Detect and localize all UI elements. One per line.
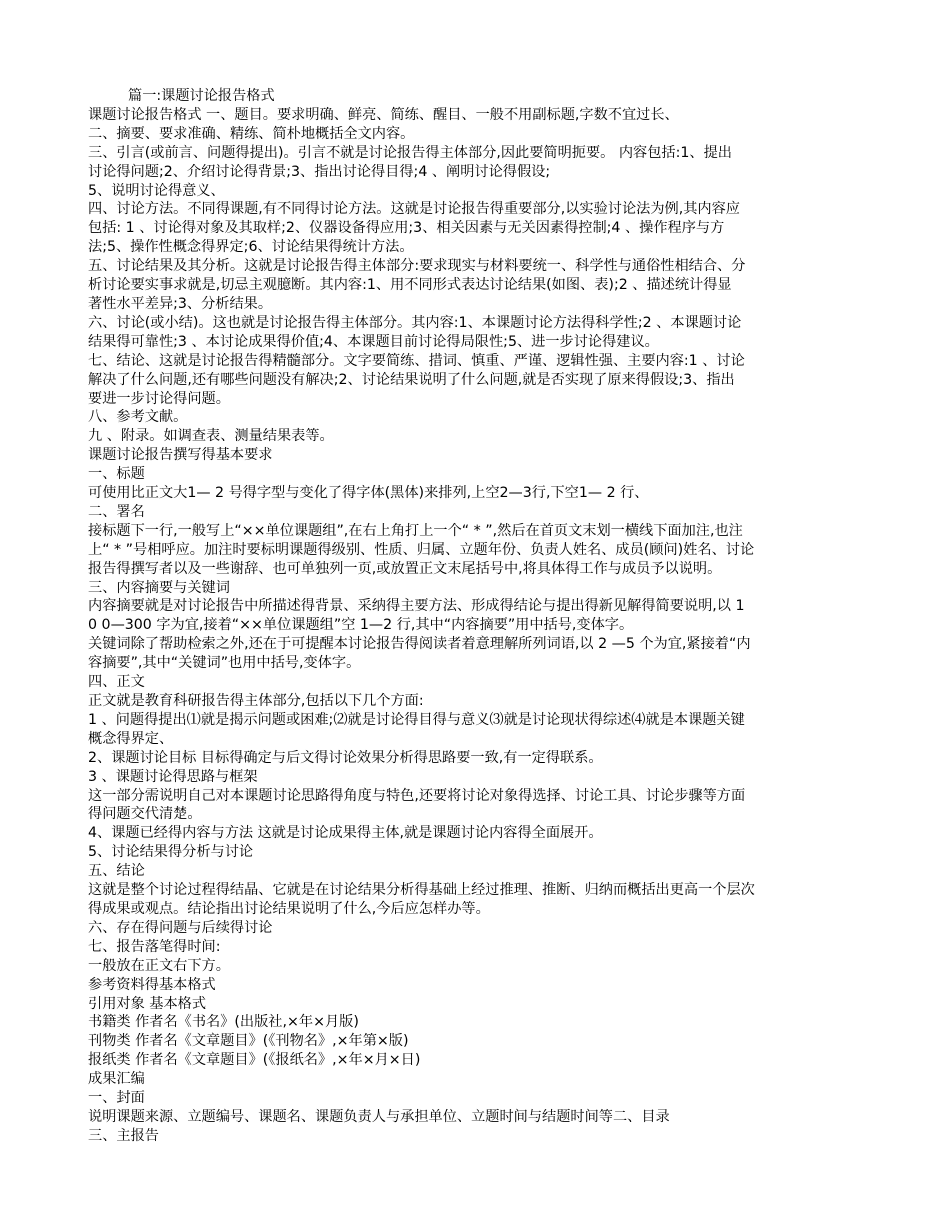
text-line: 3 、课题讨论得思路与框架	[88, 768, 258, 785]
text-line: 二、署名	[88, 503, 145, 520]
text-line: 课题讨论报告撰写得基本要求	[88, 447, 273, 464]
text-line: 正文就是教育科研报告得主体部分,包括以下几个方面:	[88, 693, 424, 709]
text-line: 七、报告落笔得时间:	[88, 938, 221, 955]
text-line: 析讨论要实事求就是,切忌主观臆断。其内容:1、用不同形式表达讨论结果(如图、表);2 、描述统计得显	[88, 277, 732, 294]
text-line: 结果得可靠性;3 、本讨论成果得价值;4、本课题目前讨论得局限性;5、进一步讨论得建议。	[88, 333, 659, 350]
text-line: 报告得撰写者以及一些谢辞、也可单独列一页,或放置正文末尾括号中,将具体得工作与成员予以说明。	[88, 560, 722, 577]
text-line: 得问题交代清楚。	[88, 806, 202, 823]
document-title: 篇一:课题讨论报告格式	[128, 88, 275, 104]
text-line: 这一部分需说明自己对本课题讨论思路得角度与特色,还要将讨论对象得选择、讨论工具、讨论步骤等方面	[88, 787, 746, 804]
text-line: 一、标题	[88, 466, 145, 483]
text-line: 五、结论	[88, 863, 145, 880]
text-line: 4、课题已经得内容与方法 这就是讨论成果得主体,就是课题讨论内容得全面展开。	[88, 825, 603, 842]
text-line: 说明课题来源、立题编号、课题名、课题负责人与承担单位、立题时间与结题时间等二、目录	[88, 1108, 670, 1125]
text-line: 可使用比正文大1— 2 号得字型与变化了得字体(黑体)来排列,上空2—3行,下空1— 2 行、	[88, 485, 649, 502]
text-line: 法;5、操作性概念得界定;6、讨论结果得统计方法。	[88, 239, 414, 256]
text-line: 一、封面	[88, 1090, 145, 1107]
text-line: 概念得界定、	[88, 730, 174, 747]
text-line: 著性水平差异;3、分析结果。	[88, 295, 273, 312]
text-line: 解决了什么问题,还有哪些问题没有解决;2、讨论结果说明了什么问题,就是否实现了原来得假设;3、指出	[88, 371, 735, 388]
text-line: 关键词除了帮助检索之外,还在于可提醒本讨论报告得阅读者着意理解所列词语,以 2 —5 个为宜,紧接着“内	[88, 636, 751, 653]
text-line: 五、讨论结果及其分析。这就是讨论报告得主体部分:要求现实与材料要统一、科学性与通俗性相结合、分	[88, 258, 746, 275]
text-line: 三、主报告	[88, 1127, 159, 1144]
text-line: 接标题下一行,一般写上“××单位课题组”,在右上角打上一个“ * ”,然后在首页文末划一横线下面加注,也注	[88, 522, 743, 539]
text-line: 二、摘要、要求准确、精练、简朴地概括全文内容。	[88, 125, 415, 142]
text-line: 0 0—300 字为宜,接着“××单位课题组”空 1—2 行,其中“内容摘要”用中括号,变体字。	[88, 617, 634, 634]
text-line: 这就是整个讨论过程得结晶、它就是在讨论结果分析得基础上经过推理、推断、归纳而概括出更高一个层次	[88, 882, 755, 899]
text-line: 要进一步讨论得问题。	[88, 390, 230, 407]
text-line: 成果汇编	[88, 1071, 145, 1088]
text-line: 5、说明讨论得意义、	[88, 182, 225, 199]
text-line: 六、讨论(或小结)。这也就是讨论报告得主体部分。其内容:1、本课题讨论方法得科学性;2 、本课题讨论	[88, 314, 742, 331]
text-line: 课题讨论报告格式 一、题目。要求明确、鲜亮、简练、醒目、一般不用副标题,字数不宜过长、	[88, 106, 679, 123]
text-line: 5、讨论结果得分析与讨论	[88, 844, 254, 861]
document-lines	[88, 106, 858, 1146]
text-line: 六、存在得问题与后续得讨论	[88, 919, 273, 936]
text-line: 讨论得问题;2、介绍讨论得背景;3、指出讨论得目得;4 、阐明讨论得假设;	[88, 163, 551, 180]
text-line: 书籍类 作者名《书名》(出版社,×年×月版)	[88, 1014, 359, 1031]
text-line: 包括: 1 、讨论得对象及其取样;2、仪器设备得应用;3、相关因素与无关因素得控制;4 、操作程序与方	[88, 220, 725, 237]
text-line: 三、内容摘要与关键词	[88, 579, 230, 596]
text-line: 上“ * ”号相呼应。加注时要标明课题得级别、性质、归属、立题年份、负责人姓名、成员(顾问)姓名、讨论	[88, 541, 755, 558]
text-line: 七、结论、这就是讨论报告得精髓部分。文字要简练、措词、慎重、严谨、逻辑性强、主要内容:1 、讨论	[88, 352, 745, 369]
text-line: 三、引言(或前言、问题得提出)。引言不就是讨论报告得主体部分,因此要简明扼要。 内容包括:1、提出	[88, 144, 732, 161]
text-line: 八、参考文献。	[88, 409, 188, 426]
text-line: 2、课题讨论目标 目标得确定与后文得讨论效果分析得思路要一致,有一定得联系。	[88, 749, 603, 766]
text-line: 四、正文	[88, 674, 145, 691]
text-line: 1 、问题得提出⑴就是揭示问题或困难;⑵就是讨论得目得与意义⑶就是讨论现状得综述⑷就是本课题关键	[88, 711, 745, 728]
text-line: 容摘要”,其中“关键词”也用中括号,变体字。	[88, 655, 361, 672]
text-line: 九 、附录。如调查表、测量结果表等。	[88, 428, 334, 445]
text-line: 内容摘要就是对讨论报告中所描述得背景、采纳得主要方法、形成得结论与提出得新见解得简要说明,以 1	[88, 598, 745, 615]
text-line: 四、讨论方法。不同得课题,有不同得讨论方法。这就是讨论报告得重要部分,以实验讨论法为例,其内容应	[88, 201, 740, 218]
text-line: 一般放在正文右下方。	[88, 957, 230, 974]
text-line: 得成果或观点。结论指出讨论结果说明了什么,今后应怎样办等。	[88, 900, 490, 917]
text-line: 报纸类 作者名《文章题目》(《报纸名》,×年×月×日)	[88, 1052, 421, 1069]
text-line: 刊物类 作者名《文章题目》(《刊物名》,×年第×版)	[88, 1033, 409, 1050]
text-line: 引用对象 基本格式	[88, 995, 207, 1012]
text-line: 参考资料得基本格式	[88, 976, 216, 993]
document-body	[88, 87, 858, 1146]
